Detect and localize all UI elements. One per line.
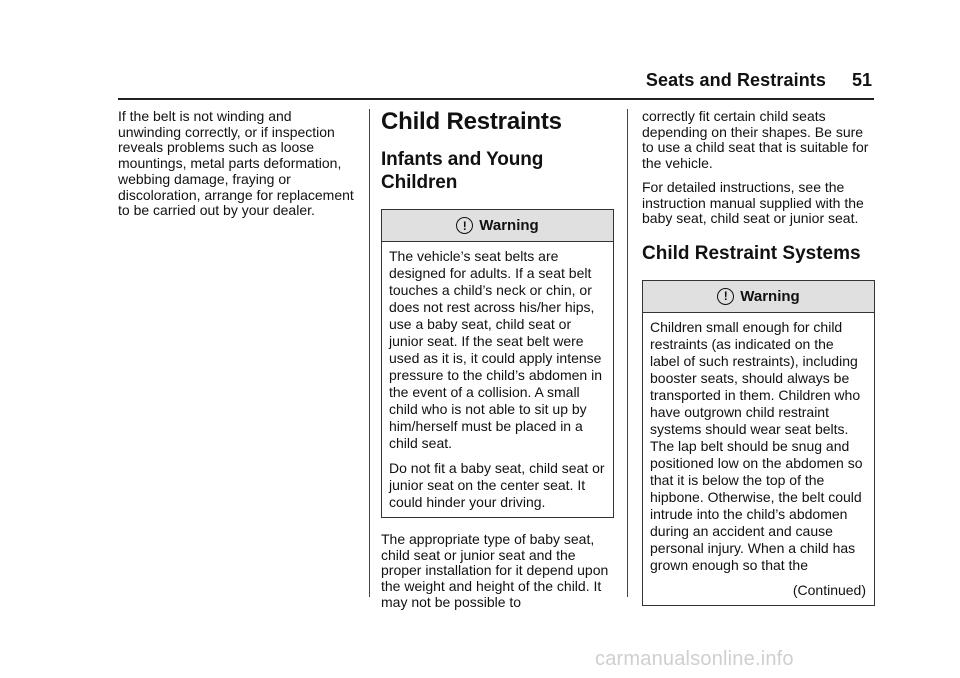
warning-body <box>382 242 613 517</box>
section-title: Seats and Restraints <box>645 70 826 90</box>
seat-type-paragraph: The appropriate type of baby seat, child seat or junior seat and the proper installation for it depend upon the weight and height of the child. It may not be possible to <box>381 531 609 610</box>
continued-label: (Continued) <box>792 581 866 598</box>
instructions-paragraph: For detailed instructions, see the instruction manual supplied with the baby seat, child seat or junior seat. <box>642 178 864 227</box>
watermark: carmanualsonline.info <box>595 648 794 670</box>
warning-paragraph-1: The vehicle’s seat belts are designed for adults. If a seat belt touches a child’s neck or chin, or does not rest across his/her hips, use a baby seat, child seat or junior seat. If the seat belt were used as it is, it could apply intense pressure to the child’s abdomen in the event of a collision. A small child who is not able to sit up by him/herself must be placed in a child seat. <box>389 248 602 451</box>
warning-body <box>643 313 874 605</box>
column-middle <box>381 108 615 619</box>
fit-paragraph: correctly fit certain child seats depending on their shapes. Be sure to use a child seat that is suitable for the vehicle. <box>642 108 869 172</box>
warning-header <box>643 281 874 313</box>
page-header <box>628 70 874 92</box>
warning-header <box>382 210 613 242</box>
heading-child-restraints: Child Restraints <box>381 108 562 135</box>
warning-icon: ! <box>717 288 734 305</box>
warning-box-seat-belts <box>381 209 614 518</box>
column-left <box>118 109 358 227</box>
column-divider-1 <box>369 109 370 597</box>
heading-child-restraint-systems: Child Restraint Systems <box>642 242 861 264</box>
warning-paragraph: Children small enough for child restraints (as indicated on the label of such restraints), including booster seats, should always be transported in them. Children who have outgrown child restraint systems should wear seat belts. The lap belt should be snug and positioned low on the abdomen so that it is below the top of the hipbone. Otherwise, the belt could intrude into the child’s abdomen during an accident and cause personal injury. When a child has grown enough so that the <box>650 318 863 573</box>
warning-label: Warning <box>479 216 539 234</box>
warning-paragraph-2: Do not fit a baby seat, child seat or junior seat on the center seat. It could hinder your driving. <box>389 460 605 510</box>
belt-inspection-paragraph: If the belt is not winding and unwinding correctly, or if inspection reveals problems such as loose mountings, metal parts deformation, webbing damage, fraying or discoloration, arrange for replacement to be carried out by your dealer. <box>118 108 354 219</box>
warning-box-child-restraints <box>642 280 875 606</box>
column-divider-2 <box>627 109 628 597</box>
heading-infants-young-children: Infants and Young Children <box>381 149 544 193</box>
warning-icon: ! <box>456 217 473 234</box>
page-number: 51 <box>851 70 872 90</box>
column-right <box>642 109 876 620</box>
warning-label: Warning <box>740 287 800 305</box>
header-divider <box>118 98 874 100</box>
